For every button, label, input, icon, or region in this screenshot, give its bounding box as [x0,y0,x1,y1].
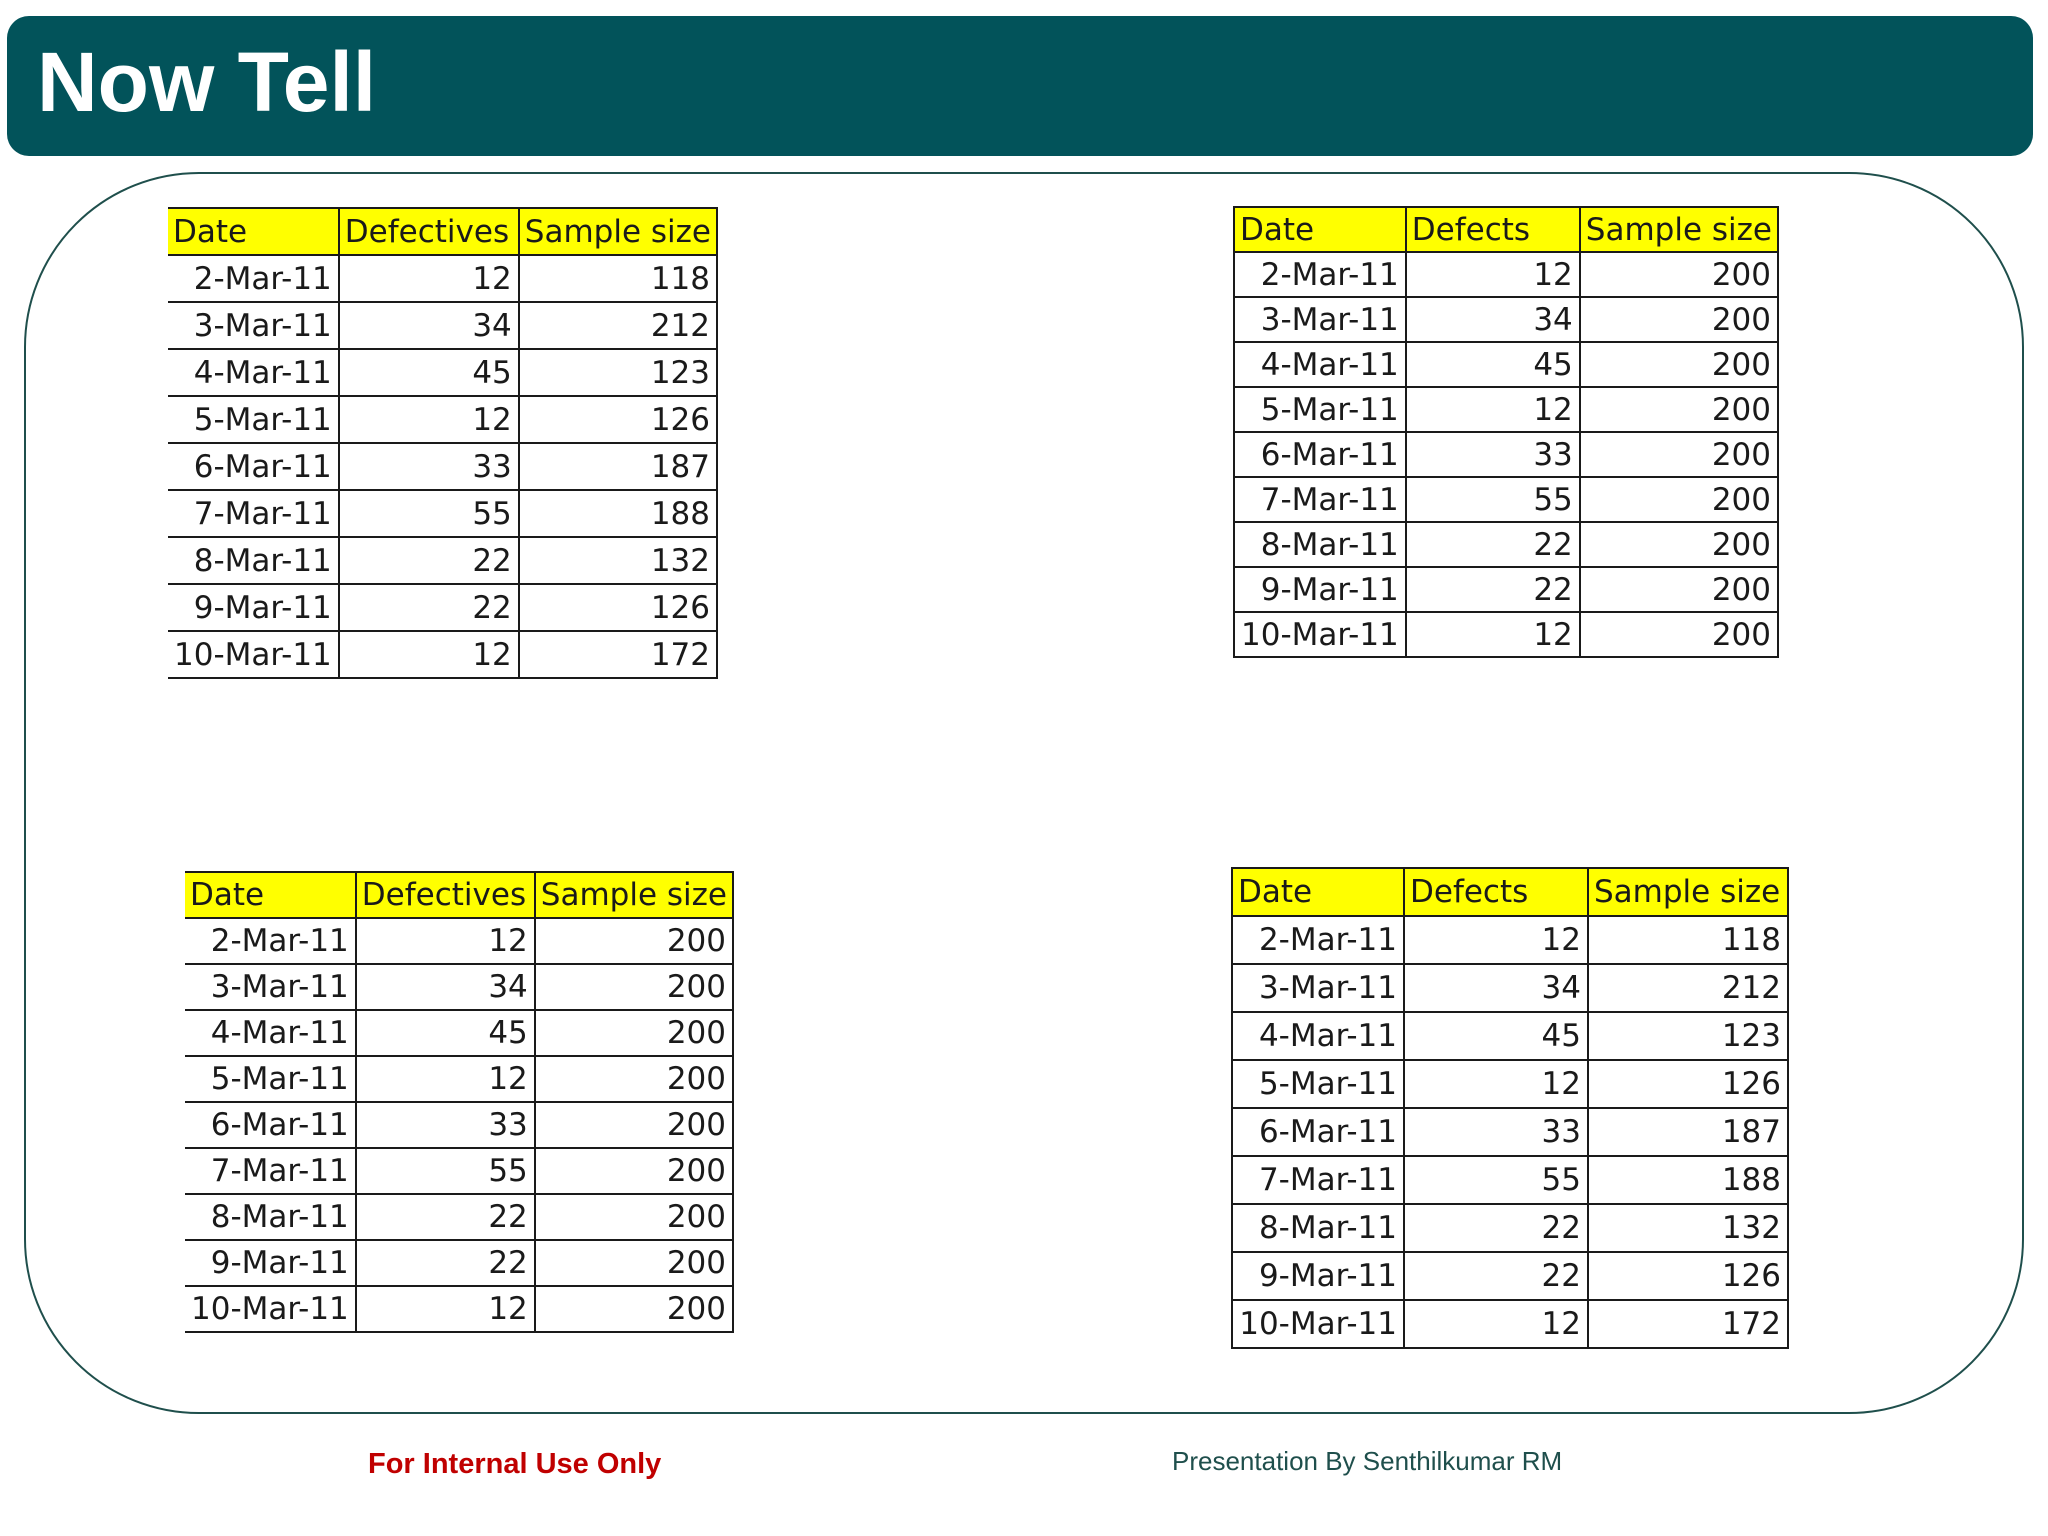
sample-size-cell: 118 [1588,916,1788,964]
column-header: Date [1232,868,1404,916]
count-cell: 55 [339,490,519,537]
count-cell: 22 [339,584,519,631]
count-cell: 12 [1404,1300,1588,1348]
sample-size-cell: 132 [1588,1204,1788,1252]
count-cell: 12 [356,918,535,964]
table-row [168,396,717,443]
date-cell: 5-Mar-11 [1234,387,1406,432]
sample-size-cell: 187 [1588,1108,1788,1156]
date-cell: 4-Mar-11 [185,1010,356,1056]
table-row [168,443,717,490]
table-row [1234,477,1778,522]
table-row [1232,916,1788,964]
date-cell: 10-Mar-11 [1232,1300,1404,1348]
column-header: Defectives [356,872,535,918]
date-cell: 9-Mar-11 [185,1240,356,1286]
date-cell: 7-Mar-11 [185,1148,356,1194]
date-cell: 6-Mar-11 [1234,432,1406,477]
date-cell: 2-Mar-11 [1232,916,1404,964]
table-row [168,490,717,537]
sample-size-cell: 212 [519,302,717,349]
table-header-row [168,208,717,255]
count-cell: 55 [356,1148,535,1194]
sample-size-cell: 123 [1588,1012,1788,1060]
count-cell: 33 [1406,432,1580,477]
count-cell: 22 [356,1194,535,1240]
count-cell: 22 [339,537,519,584]
footer-internal-use: For Internal Use Only [368,1448,662,1480]
table-row [185,1010,733,1056]
date-cell: 6-Mar-11 [168,443,339,490]
column-header: Sample size [519,208,717,255]
count-cell: 12 [339,631,519,678]
count-cell: 34 [1406,297,1580,342]
date-cell: 6-Mar-11 [185,1102,356,1148]
date-cell: 4-Mar-11 [168,349,339,396]
table-row [1234,387,1778,432]
table-row [1232,1252,1788,1300]
sample-size-cell: 200 [535,1240,733,1286]
sample-size-cell: 126 [1588,1060,1788,1108]
count-cell: 34 [1404,964,1588,1012]
table-row [1234,522,1778,567]
sample-size-cell: 200 [535,918,733,964]
count-cell: 33 [339,443,519,490]
date-cell: 7-Mar-11 [168,490,339,537]
table-row [1232,1060,1788,1108]
data-table-defects-constant [1233,206,1779,658]
column-header: Date [168,208,339,255]
count-cell: 12 [1406,612,1580,657]
table-row [185,1056,733,1102]
slide-title: Now Tell [37,35,377,129]
count-cell: 12 [339,396,519,443]
table-row [185,918,733,964]
count-cell: 12 [1406,387,1580,432]
table-header-row [185,872,733,918]
sample-size-cell: 200 [1580,567,1778,612]
table-row [185,1102,733,1148]
count-cell: 12 [356,1056,535,1102]
count-cell: 45 [1406,342,1580,387]
date-cell: 2-Mar-11 [168,255,339,302]
date-cell: 10-Mar-11 [1234,612,1406,657]
table-row [185,1286,733,1332]
count-cell: 22 [356,1240,535,1286]
sample-size-cell: 200 [535,1102,733,1148]
column-header: Sample size [1580,207,1778,252]
sample-size-cell: 126 [519,396,717,443]
date-cell: 5-Mar-11 [1232,1060,1404,1108]
table-header-row [1234,207,1778,252]
table-row [185,964,733,1010]
table-row [1234,612,1778,657]
count-cell: 34 [356,964,535,1010]
date-cell: 6-Mar-11 [1232,1108,1404,1156]
table-row [168,302,717,349]
data-table-defectives-variable [168,207,718,679]
column-header: Sample size [535,872,733,918]
date-cell: 9-Mar-11 [1234,567,1406,612]
date-cell: 5-Mar-11 [185,1056,356,1102]
sample-size-cell: 200 [1580,477,1778,522]
date-cell: 7-Mar-11 [1234,477,1406,522]
table-row [168,631,717,678]
table-row [185,1240,733,1286]
sample-size-cell: 200 [1580,297,1778,342]
date-cell: 3-Mar-11 [168,302,339,349]
date-cell: 2-Mar-11 [185,918,356,964]
count-cell: 22 [1406,522,1580,567]
sample-size-cell: 200 [535,1194,733,1240]
sample-size-cell: 200 [535,964,733,1010]
date-cell: 8-Mar-11 [168,537,339,584]
sample-size-cell: 200 [535,1010,733,1056]
table-row [185,1194,733,1240]
date-cell: 4-Mar-11 [1234,342,1406,387]
count-cell: 22 [1406,567,1580,612]
date-cell: 9-Mar-11 [1232,1252,1404,1300]
date-cell: 3-Mar-11 [1234,297,1406,342]
date-cell: 3-Mar-11 [185,964,356,1010]
sample-size-cell: 126 [519,584,717,631]
sample-size-cell: 200 [1580,522,1778,567]
count-cell: 12 [339,255,519,302]
table-row [1232,964,1788,1012]
title-bar [7,16,2033,156]
date-cell: 8-Mar-11 [185,1194,356,1240]
date-cell: 7-Mar-11 [1232,1156,1404,1204]
count-cell: 34 [339,302,519,349]
table-row [185,1148,733,1194]
date-cell: 8-Mar-11 [1234,522,1406,567]
column-header: Defectives [339,208,519,255]
sample-size-cell: 200 [535,1148,733,1194]
sample-size-cell: 126 [1588,1252,1788,1300]
column-header: Defects [1406,207,1580,252]
table-row [1232,1300,1788,1348]
sample-size-cell: 200 [1580,432,1778,477]
sample-size-cell: 212 [1588,964,1788,1012]
table-row [1232,1156,1788,1204]
count-cell: 33 [1404,1108,1588,1156]
table-header-row [1232,868,1788,916]
sample-size-cell: 200 [1580,252,1778,297]
date-cell: 2-Mar-11 [1234,252,1406,297]
sample-size-cell: 200 [1580,342,1778,387]
count-cell: 55 [1404,1156,1588,1204]
sample-size-cell: 132 [519,537,717,584]
table-row [1232,1012,1788,1060]
count-cell: 55 [1406,477,1580,522]
sample-size-cell: 172 [519,631,717,678]
sample-size-cell: 188 [1588,1156,1788,1204]
sample-size-cell: 118 [519,255,717,302]
count-cell: 12 [1404,1060,1588,1108]
count-cell: 12 [1406,252,1580,297]
data-table-defects-variable [1231,867,1789,1349]
count-cell: 45 [339,349,519,396]
sample-size-cell: 187 [519,443,717,490]
table-row [1234,252,1778,297]
date-cell: 10-Mar-11 [185,1286,356,1332]
count-cell: 12 [356,1286,535,1332]
sample-size-cell: 200 [1580,387,1778,432]
table-row [168,537,717,584]
date-cell: 9-Mar-11 [168,584,339,631]
sample-size-cell: 123 [519,349,717,396]
date-cell: 4-Mar-11 [1232,1012,1404,1060]
table-row [1234,432,1778,477]
column-header: Defects [1404,868,1588,916]
table-row [1234,567,1778,612]
table-row [1232,1108,1788,1156]
data-table-defectives-constant [185,871,734,1333]
count-cell: 33 [356,1102,535,1148]
column-header: Sample size [1588,868,1788,916]
date-cell: 10-Mar-11 [168,631,339,678]
table-row [1234,342,1778,387]
table-row [168,349,717,396]
footer-presenter: Presentation By Senthilkumar RM [1172,1446,1563,1476]
column-header: Date [185,872,356,918]
date-cell: 5-Mar-11 [168,396,339,443]
sample-size-cell: 200 [1580,612,1778,657]
column-header: Date [1234,207,1406,252]
count-cell: 22 [1404,1252,1588,1300]
count-cell: 45 [356,1010,535,1056]
table-row [1234,297,1778,342]
sample-size-cell: 188 [519,490,717,537]
date-cell: 3-Mar-11 [1232,964,1404,1012]
sample-size-cell: 200 [535,1056,733,1102]
date-cell: 8-Mar-11 [1232,1204,1404,1252]
table-row [168,584,717,631]
sample-size-cell: 200 [535,1286,733,1332]
count-cell: 12 [1404,916,1588,964]
count-cell: 22 [1404,1204,1588,1252]
sample-size-cell: 172 [1588,1300,1788,1348]
table-row [168,255,717,302]
count-cell: 45 [1404,1012,1588,1060]
table-row [1232,1204,1788,1252]
